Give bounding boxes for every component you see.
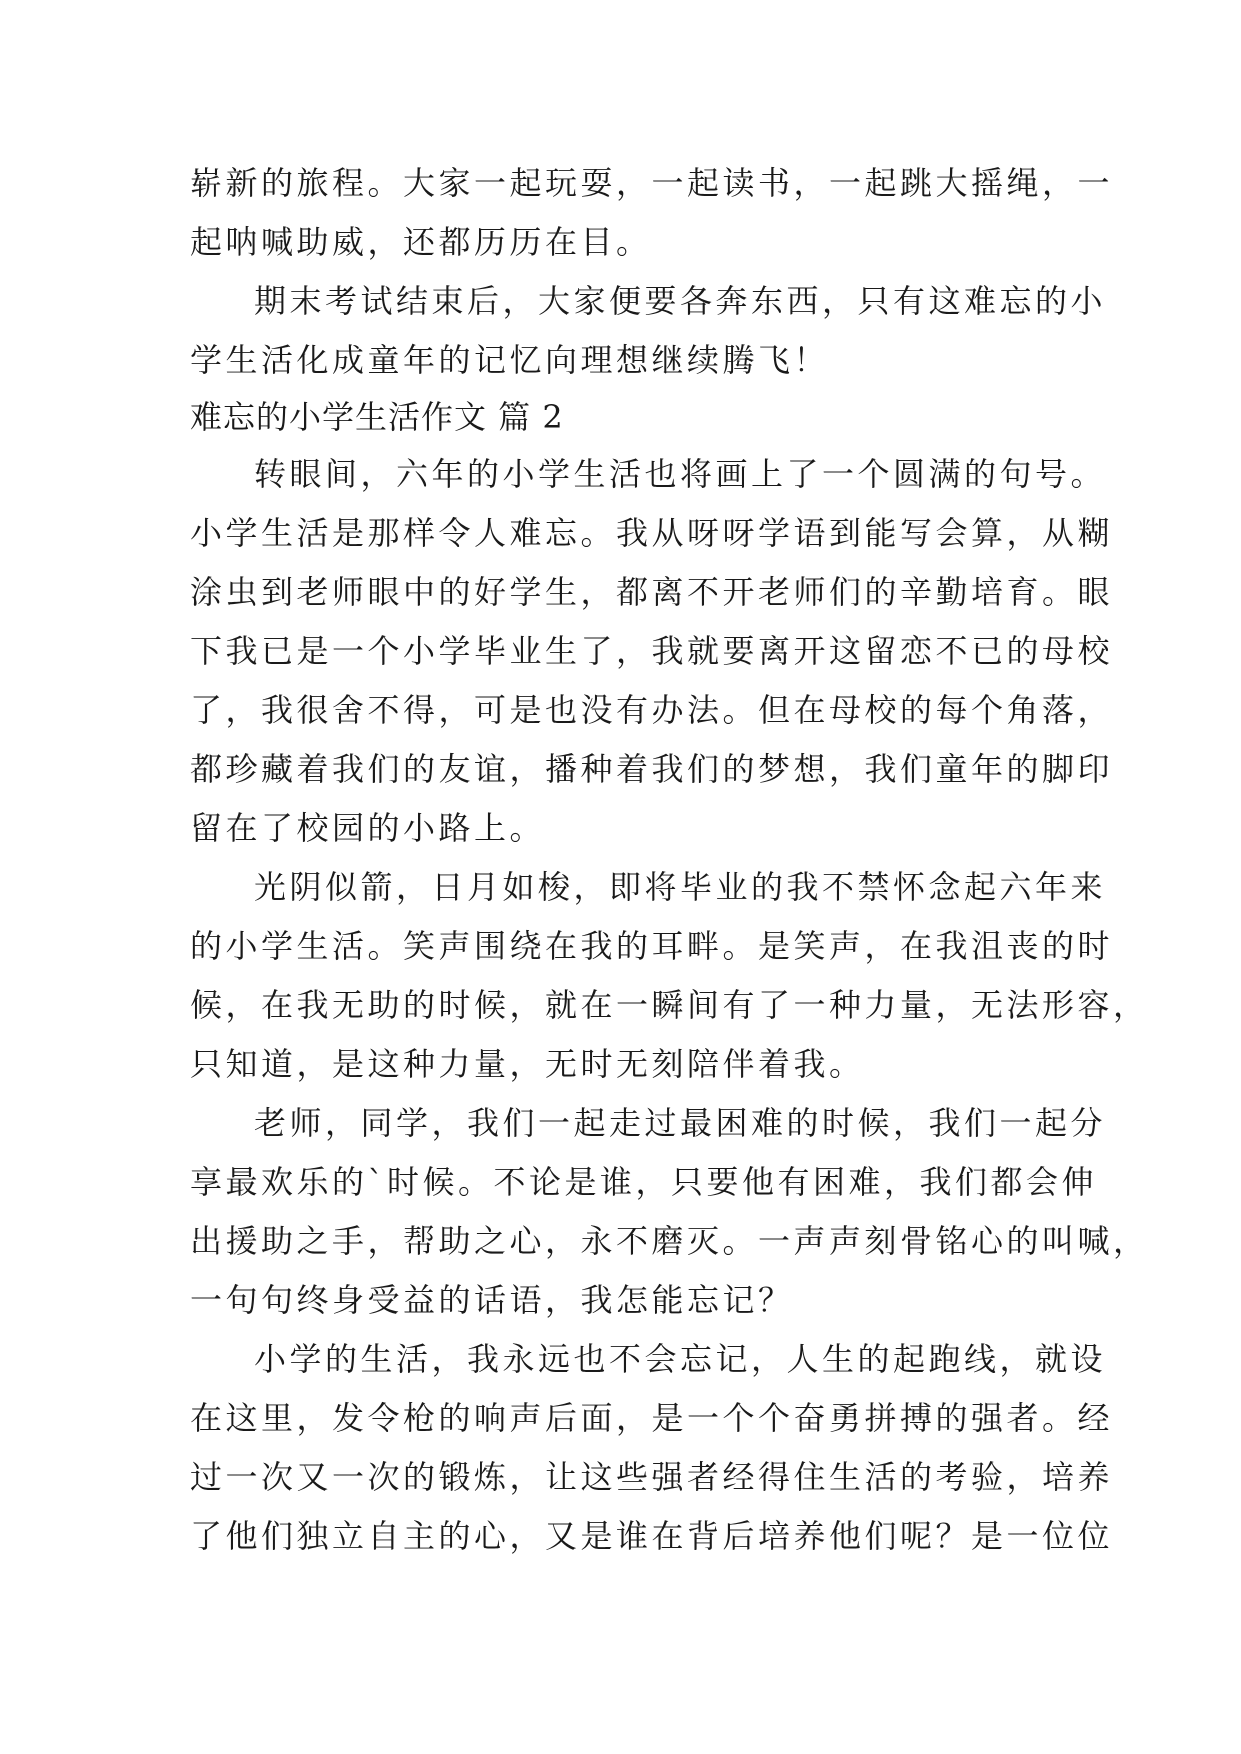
text-line: 的小学生活。笑声围绕在我的耳畔。是笑声，在我沮丧的时 [190,927,1114,965]
text-line: 了他们独立自主的心，又是谁在背后培养他们呢？是一位位 [190,1517,1114,1555]
paragraph [190,1330,1114,1566]
text-line: 候，在我无助的时候，就在一瞬间有了一种力量，无法形容， [190,986,1149,1024]
document-body [190,154,1149,1566]
text-line: 转眼间，六年的小学生活也将画上了一个圆满的句号。 [254,455,1107,493]
text-line: 在这里，发令枪的响声后面，是一个个奋勇拼搏的强者。经 [190,1399,1114,1437]
paragraph [190,272,1107,390]
text-line: 期末考试结束后，大家便要各奔东西，只有这难忘的小 [254,282,1107,320]
text-line: 老师，同学，我们一起走过最困难的时候，我们一起分 [254,1104,1107,1142]
text-line: 只知道，是这种力量，无时无刻陪伴着我。 [190,1045,865,1083]
paragraph [190,1094,1149,1330]
text-line: 享最欢乐的`时候。不论是谁，只要他有困难，我们都会伸 [190,1163,1098,1201]
text-line: 起呐喊助威，还都历历在目。 [190,223,652,261]
text-line: 光阴似箭，日月如梭，即将毕业的我不禁怀念起六年来 [254,868,1107,906]
paragraph [190,154,1114,272]
text-line: 留在了校园的小路上。 [190,809,546,847]
text-line: 学生活化成童年的记忆向理想继续腾飞！ [190,341,830,379]
text-line: 都珍藏着我们的友谊，播种着我们的梦想，我们童年的脚印 [190,750,1114,788]
text-line: 过一次又一次的锻炼，让这些强者经得住生活的考验，培养 [190,1458,1114,1496]
text-line: 一句句终身受益的话语，我怎能忘记？ [190,1281,794,1319]
text-line: 出援助之手，帮助之心，永不磨灭。一声声刻骨铭心的叫喊， [190,1222,1149,1260]
text-line: 下我已是一个小学毕业生了，我就要离开这留恋不已的母校 [190,632,1114,670]
text-line: 小学生活是那样令人难忘。我从呀呀学语到能写会算，从糊 [190,514,1114,552]
paragraph [190,445,1114,858]
text-line: 崭新的旅程。大家一起玩耍，一起读书，一起跳大摇绳，一 [190,164,1114,202]
text-line: 小学的生活，我永远也不会忘记，人生的起跑线，就设 [254,1340,1107,1378]
text-line: 了，我很舍不得，可是也没有办法。但在母校的每个角落， [190,691,1114,729]
paragraph [190,858,1149,1094]
text-line: 涂虫到老师眼中的好学生，都离不开老师们的辛勤培育。眼 [190,573,1114,611]
section-heading: 难忘的小学生活作文 篇 2 [190,398,564,436]
